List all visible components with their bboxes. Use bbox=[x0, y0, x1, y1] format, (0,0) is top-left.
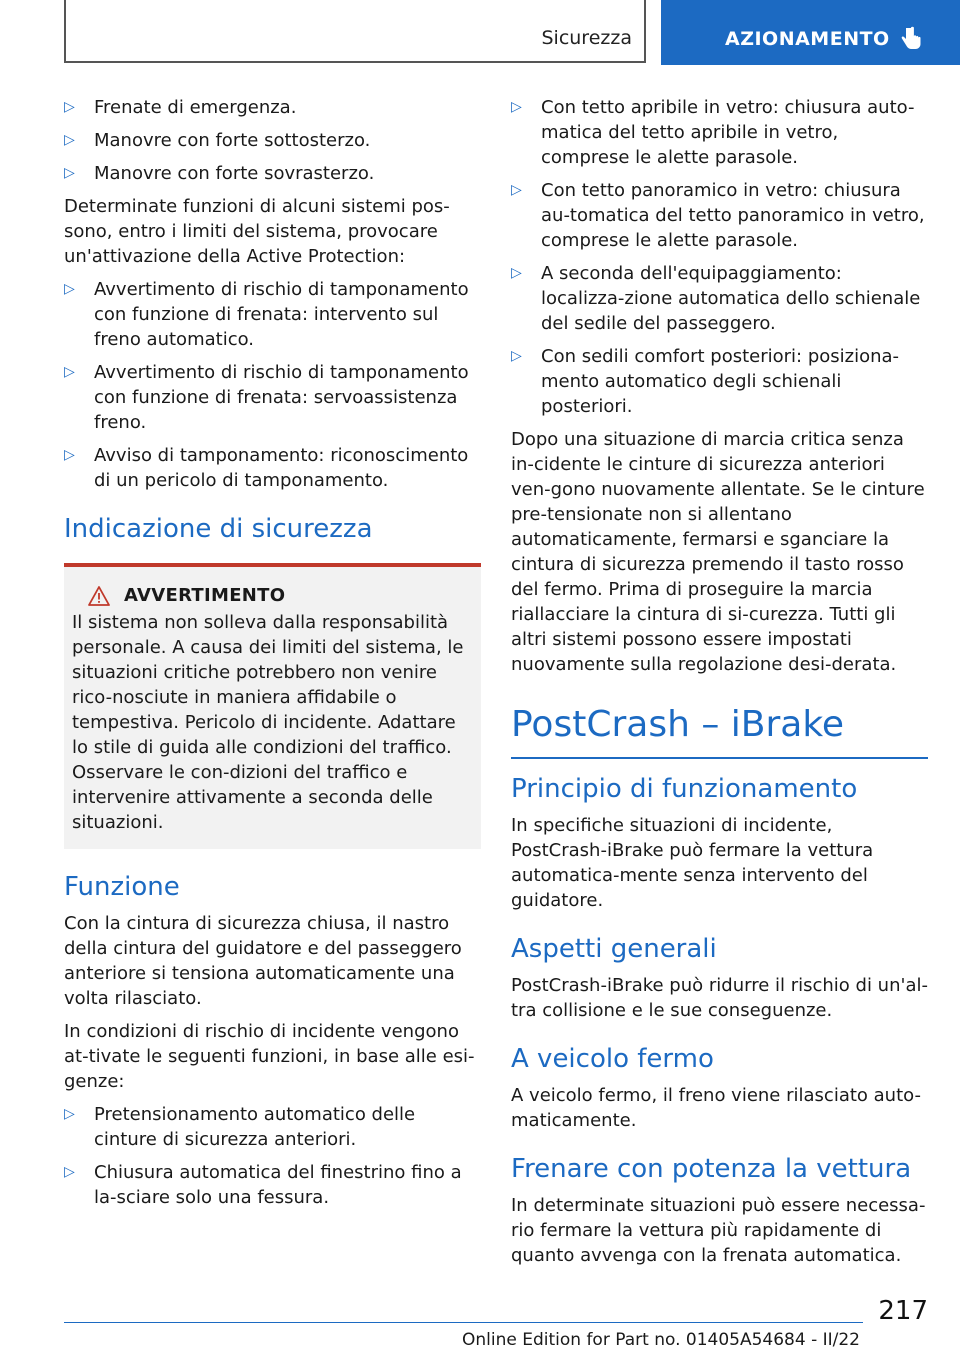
triangle-bullet-icon: ▷ bbox=[64, 364, 75, 380]
triangle-bullet-icon: ▷ bbox=[64, 281, 75, 297]
list-item: ▷ Avviso di tamponamento: riconoscimento di un pericolo di tamponamento. bbox=[64, 445, 469, 491]
left-column bbox=[64, 95, 481, 1218]
list-item: ▷ Manovre con forte sovrasterzo. bbox=[64, 163, 375, 184]
triangle-bullet-icon: ▷ bbox=[64, 165, 75, 181]
triangle-bullet-icon: ▷ bbox=[64, 132, 75, 148]
general-heading: Aspetti generali bbox=[511, 934, 717, 964]
list-item: ▷ Con tetto apribile in vetro: chiusura auto-matica del tetto apribile in vetro, comprese le alette parasole. bbox=[511, 97, 915, 168]
list-item: ▷ Con tetto panoramico in vetro: chiusura au-tomatica del tetto panoramico in vetro, comprese le alette parasole. bbox=[511, 180, 925, 251]
hand-pointer-icon bbox=[898, 26, 924, 52]
right-column bbox=[511, 95, 928, 1276]
general-text: PostCrash-iBrake può ridurre il rischio di un'al-tra collisione e le sue conseguenze. bbox=[511, 975, 928, 1021]
warning-text: Il sistema non solleva dalla responsabilità personale. A causa dei limiti del sistema, le situazioni critiche potrebbero non venire rico-nosciute in maniera affidabile o tempestiva. Pericolo di incidente. Adattare lo stile di guida alle condizioni del traffico. Osservare le con-dizioni del traffico e intervenire attivamente a seconda delle situazioni. bbox=[72, 612, 464, 833]
warning-box bbox=[64, 563, 481, 849]
safety-heading: Indicazione di sicurezza bbox=[64, 514, 373, 544]
list-item: ▷ A seconda dell'equipaggiamento: localizza-zione automatica dello schienale del sedile del passeggero. bbox=[511, 263, 921, 334]
triangle-bullet-icon: ▷ bbox=[511, 99, 522, 115]
heading-divider bbox=[511, 757, 928, 759]
list-item: ▷ Manovre con forte sottosterzo. bbox=[64, 130, 371, 151]
principle-heading: Principio di funzionamento bbox=[511, 774, 858, 804]
chapter-title: AZIONAMENTO bbox=[725, 28, 890, 50]
triangle-bullet-icon: ▷ bbox=[511, 348, 522, 364]
triangle-bullet-icon: ▷ bbox=[511, 182, 522, 198]
triangle-bullet-icon: ▷ bbox=[64, 99, 75, 115]
list-item: ▷ Chiusura automatica del finestrino fino a la-sciare solo una fessura. bbox=[64, 1162, 462, 1208]
stopped-heading: A veicolo fermo bbox=[511, 1044, 714, 1074]
header-chapter-tab bbox=[661, 0, 960, 65]
warning-triangle-icon bbox=[88, 586, 110, 606]
footer-divider bbox=[64, 1322, 863, 1323]
brake-text: In determinate situazioni può essere necessa-rio fermare la vettura più rapidamente di quanto avvenga con la frenata automatica. bbox=[511, 1195, 926, 1266]
edition-footer: Online Edition for Part no. 01405A54684 - II/22 bbox=[461, 1330, 860, 1350]
list-item: ▷ Avvertimento di rischio di tamponamento con funzione di frenata: servoassistenza freno. bbox=[64, 362, 469, 433]
list-item: ▷ Avvertimento di rischio di tamponamento con funzione di frenata: intervento sul freno automatico. bbox=[64, 279, 469, 350]
section-title: Sicurezza bbox=[541, 27, 632, 49]
postcrash-heading: PostCrash – iBrake bbox=[511, 704, 845, 745]
triangle-bullet-icon: ▷ bbox=[64, 1106, 75, 1122]
stopped-text: A veicolo fermo, il freno viene rilasciato auto-maticamente. bbox=[511, 1085, 921, 1131]
intro-paragraph: Determinate funzioni di alcuni sistemi pos-sono, entro i limiti del sistema, provocare un'attivazione della Active Protection: bbox=[64, 196, 450, 267]
triangle-bullet-icon: ▷ bbox=[64, 447, 75, 463]
triangle-bullet-icon: ▷ bbox=[511, 265, 522, 281]
brake-heading: Frenare con potenza la vettura bbox=[511, 1154, 912, 1184]
function-paragraph-2: In condizioni di rischio di incidente vengono at-tivate le seguenti funzioni, in base alle esi-genze: bbox=[64, 1021, 475, 1092]
list-item: ▷ Frenate di emergenza. bbox=[64, 97, 297, 118]
header-section-box bbox=[64, 0, 646, 63]
list-item: ▷ Con sedili comfort posteriori: posiziona-mento automatico degli schienali posteriori. bbox=[511, 346, 900, 417]
principle-text: In specifiche situazioni di incidente, PostCrash-iBrake può fermare la vettura automatica-mente senza intervento del guidatore. bbox=[511, 815, 874, 911]
page-number: 217 bbox=[878, 1296, 928, 1326]
after-paragraph: Dopo una situazione di marcia critica senza in-cidente le cinture di sicurezza anteriori ven-gono nuovamente allentate. Se le cinture pre-tensionate non si allentano automaticamente, fermarsi e sganciare la cintura di sicurezza premendo il tasto rosso del fermo. Prima di proseguire la marcia riallacciare la cintura di si-curezza. Tutti gli altri sistemi possono essere impostati nuovamente sulla regolazione desi-derata. bbox=[511, 429, 925, 675]
triangle-bullet-icon: ▷ bbox=[64, 1164, 75, 1180]
function-heading: Funzione bbox=[64, 872, 180, 902]
warning-title: AVVERTIMENTO bbox=[124, 585, 286, 606]
function-paragraph-1: Con la cintura di sicurezza chiusa, il nastro della cintura del guidatore e del passeggero anteriore si tensiona automaticamente una volta rilasciato. bbox=[64, 913, 462, 1009]
list-item: ▷ Pretensionamento automatico delle cinture di sicurezza anteriori. bbox=[64, 1104, 416, 1150]
